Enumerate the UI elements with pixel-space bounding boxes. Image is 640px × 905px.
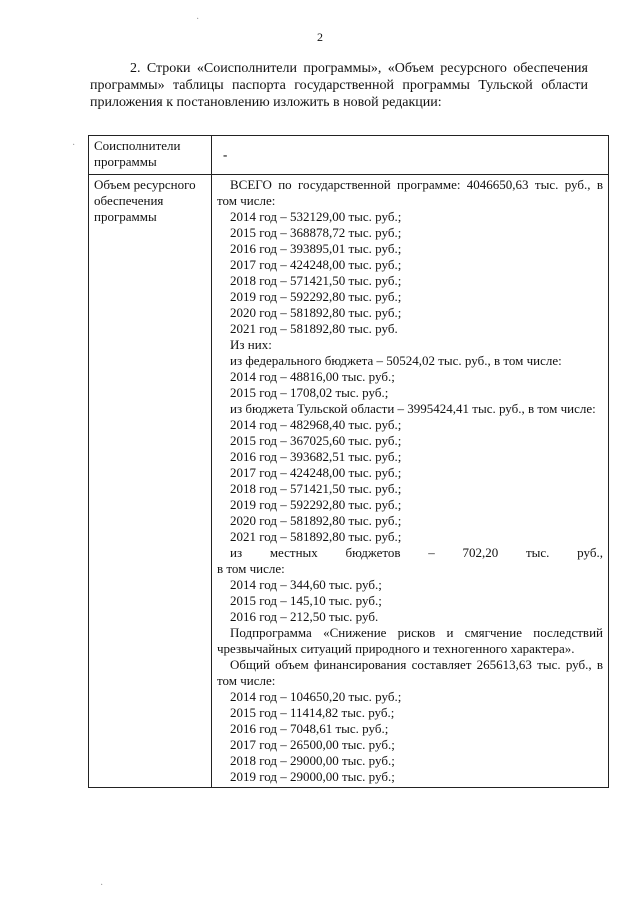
local-funding-word: 702,20: [462, 545, 499, 560]
coexecutors-value-cell: [212, 136, 609, 175]
scan-speck: ·: [196, 14, 200, 25]
total-years-list: [217, 209, 603, 337]
intro-paragraph: 2. Строки «Соисполнители программы», «Объем ресурсного обеспечения программы» таблицы паспорта государственной программы Тульской области приложения к постановлению изложить в новой редакции:: [90, 61, 588, 110]
federal-years-list: [217, 369, 603, 401]
subprogram-years-list: [217, 689, 603, 785]
local-funding: [217, 545, 603, 561]
regional-year-line: 2019 год – 592292,80 тыс. руб.;: [230, 497, 402, 512]
program-passport-table: [88, 135, 609, 788]
regional-year-line: 2017 год – 424248,00 тыс. руб.;: [230, 465, 402, 480]
subprogram-year-line: 2015 год – 11414,82 тыс. руб.;: [230, 705, 395, 720]
local-funding-word: местных: [269, 545, 318, 560]
local-funding-word: бюджетов: [345, 545, 401, 560]
regional-year-line: 2014 год – 482968,40 тыс. руб.;: [230, 417, 402, 432]
regional-years-list: [217, 417, 603, 545]
subprogram-year-line: 2016 год – 7048,61 тыс. руб.;: [230, 721, 389, 736]
total-year-line: 2021 год – 581892,80 тыс. руб.: [230, 321, 398, 336]
total-funding: ВСЕГО по государственной программе: 4046650,63 тыс. руб., в том числе:: [217, 177, 603, 208]
local-funding-tail: в том числе:: [217, 561, 285, 576]
total-year-line: 2015 год – 368878,72 тыс. руб.;: [230, 225, 402, 240]
total-year-line: 2016 год – 393895,01 тыс. руб.;: [230, 241, 402, 256]
federal-year-line: 2014 год – 48816,00 тыс. руб.;: [230, 369, 395, 384]
total-year-line: 2020 год – 581892,80 тыс. руб.;: [230, 305, 402, 320]
local-funding-word: из: [230, 545, 243, 560]
table-row-coexecutors: [89, 136, 609, 175]
coexecutors-label: Соисполнители программы: [89, 136, 212, 175]
coexecutors-value: -: [223, 147, 228, 162]
local-year-line: 2016 год – 212,50 тыс. руб.: [230, 609, 379, 624]
table-row-resources: [89, 175, 609, 788]
total-year-line: 2014 год – 532129,00 тыс. руб.;: [230, 209, 402, 224]
subprogram-year-line: 2014 год – 104650,20 тыс. руб.;: [230, 689, 402, 704]
local-funding-word: руб.,: [577, 545, 603, 560]
local-years-list: [217, 577, 603, 625]
page-number: 2: [317, 30, 323, 44]
regional-year-line: 2016 год – 393682,51 тыс. руб.;: [230, 449, 402, 464]
local-funding-word: –: [428, 545, 435, 560]
subprogram-total: Общий объем финансирования составляет 265613,63 тыс. руб., в том числе:: [217, 657, 603, 688]
regional-year-line: 2018 год – 571421,50 тыс. руб.;: [230, 481, 402, 496]
federal-funding: из федерального бюджета – 50524,02 тыс. руб., в том числе:: [230, 353, 562, 368]
of-them-label: Из них:: [230, 337, 272, 352]
total-year-line: 2019 год – 592292,80 тыс. руб.;: [230, 289, 402, 304]
total-year-line: 2017 год – 424248,00 тыс. руб.;: [230, 257, 402, 272]
local-year-line: 2015 год – 145,10 тыс. руб.;: [230, 593, 382, 608]
regional-funding: из бюджета Тульской области – 3995424,41 тыс. руб., в том числе:: [230, 401, 596, 416]
federal-year-line: 2015 год – 1708,02 тыс. руб.;: [230, 385, 389, 400]
regional-year-line: 2020 год – 581892,80 тыс. руб.;: [230, 513, 402, 528]
regional-year-line: 2021 год – 581892,80 тыс. руб.;: [230, 529, 402, 544]
subprogram-year-line: 2017 год – 26500,00 тыс. руб.;: [230, 737, 395, 752]
regional-year-line: 2015 год – 367025,60 тыс. руб.;: [230, 433, 402, 448]
resources-label: Объем ресурсного обеспечения программы: [89, 175, 212, 788]
scan-speck: ·: [100, 880, 104, 891]
scan-speck: ·: [72, 140, 76, 151]
local-funding-word: тыс.: [526, 545, 550, 560]
local-year-line: 2014 год – 344,60 тыс. руб.;: [230, 577, 382, 592]
subprogram-year-line: 2019 год – 29000,00 тыс. руб.;: [230, 769, 395, 784]
subprogram-title: Подпрограмма «Снижение рисков и смягчение последствий чрезвычайных ситуаций природного и техногенного характера».: [217, 625, 603, 656]
subprogram-year-line: 2018 год – 29000,00 тыс. руб.;: [230, 753, 395, 768]
total-year-line: 2018 год – 571421,50 тыс. руб.;: [230, 273, 402, 288]
resources-value-cell: [212, 175, 609, 788]
